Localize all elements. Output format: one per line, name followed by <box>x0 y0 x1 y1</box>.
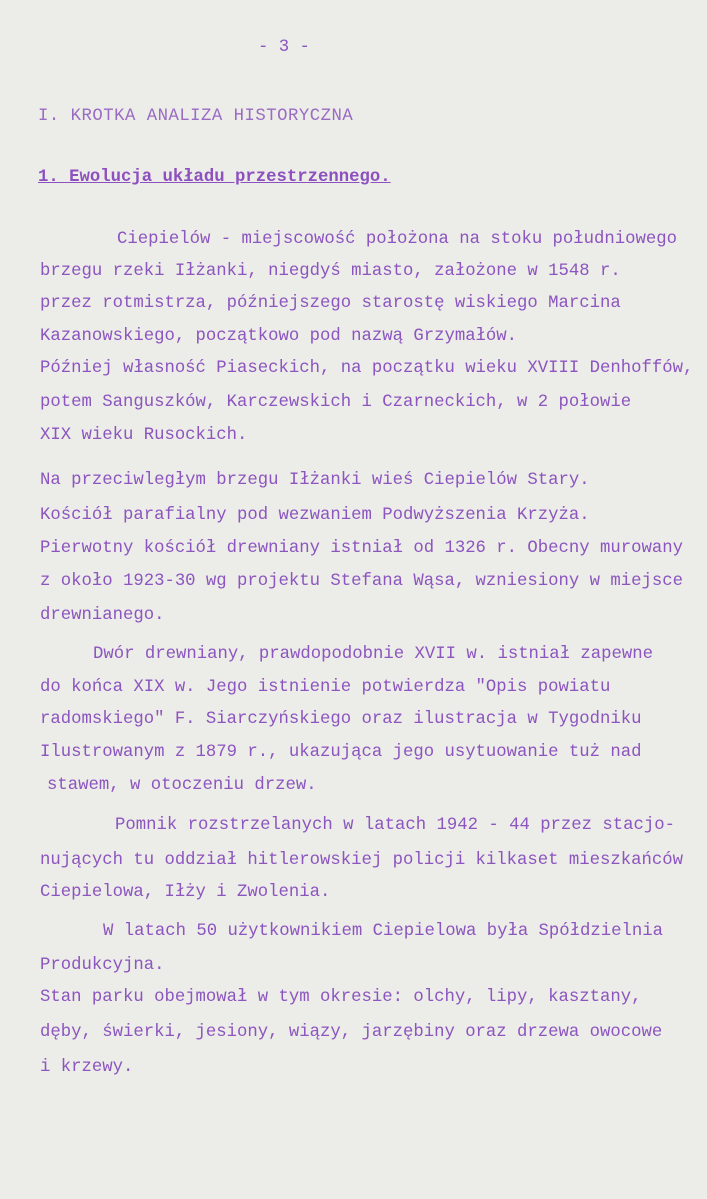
text-line: Pierwotny kościół drewniany istniał od 1326 r. Obecny murowany <box>40 539 683 558</box>
text-line: Stan parku obejmował w tym okresie: olchy, lipy, kasztany, <box>40 988 642 1007</box>
text-line: potem Sanguszków, Karczewskich i Czarneckich, w 2 połowie <box>40 393 632 412</box>
text-line: Kazanowskiego, początkowo pod nazwą Grzymałów. <box>40 327 518 346</box>
text-line: Pomnik rozstrzelanych w latach 1942 - 44 przez stacjo- <box>115 816 676 835</box>
subsection-heading: 1. Ewolucja układu przestrzennego. <box>38 168 391 187</box>
text-line: Ciepielów - miejscowość położona na stoku południowego <box>117 230 678 249</box>
text-line: stawem, w otoczeniu drzew. <box>47 776 317 795</box>
text-line: Dwór drewniany, prawdopodobnie XVII w. istniał zapewne <box>93 645 654 664</box>
text-line: z około 1923-30 wg projektu Stefana Wąsa, wzniesiony w miejsce <box>40 572 683 591</box>
text-line: Ciepielowa, Iłży i Zwolenia. <box>40 883 331 902</box>
text-line: Później własność Piaseckich, na początku wieku XVIII Denhoffów, <box>40 359 694 378</box>
page-number: - 3 - <box>258 38 310 57</box>
text-line: Ilustrowanym z 1879 r., ukazująca jego usytuowanie tuż nad <box>40 743 642 762</box>
text-line: brzegu rzeki Iłżanki, niegdyś miasto, założone w 1548 r. <box>40 262 621 281</box>
text-line: nujących tu oddział hitlerowskiej policji kilkaset mieszkańców <box>40 851 683 870</box>
text-line: Na przeciwległym brzegu Iłżanki wieś Ciepielów Stary. <box>40 471 590 490</box>
text-line: radomskiego" F. Siarczyńskiego oraz ilustracja w Tygodniku <box>40 710 642 729</box>
text-line: do końca XIX w. Jego istnienie potwierdza "Opis powiatu <box>40 678 611 697</box>
text-line: i krzewy. <box>40 1058 134 1077</box>
section-heading: I. KROTKA ANALIZA HISTORYCZNA <box>38 107 354 126</box>
text-line: drewnianego. <box>40 606 165 625</box>
text-line: dęby, świerki, jesiony, wiązy, jarzębiny oraz drzewa owocowe <box>40 1023 663 1042</box>
text-line: XIX wieku Rusockich. <box>40 426 248 445</box>
text-line: Produkcyjna. <box>40 956 165 975</box>
text-line: W latach 50 użytkownikiem Ciepielowa była Spółdzielnia <box>103 922 664 941</box>
text-line: Kościół parafialny pod wezwaniem Podwyższenia Krzyża. <box>40 506 590 525</box>
text-line: przez rotmistrza, późniejszego starostę wiskiego Marcina <box>40 294 621 313</box>
